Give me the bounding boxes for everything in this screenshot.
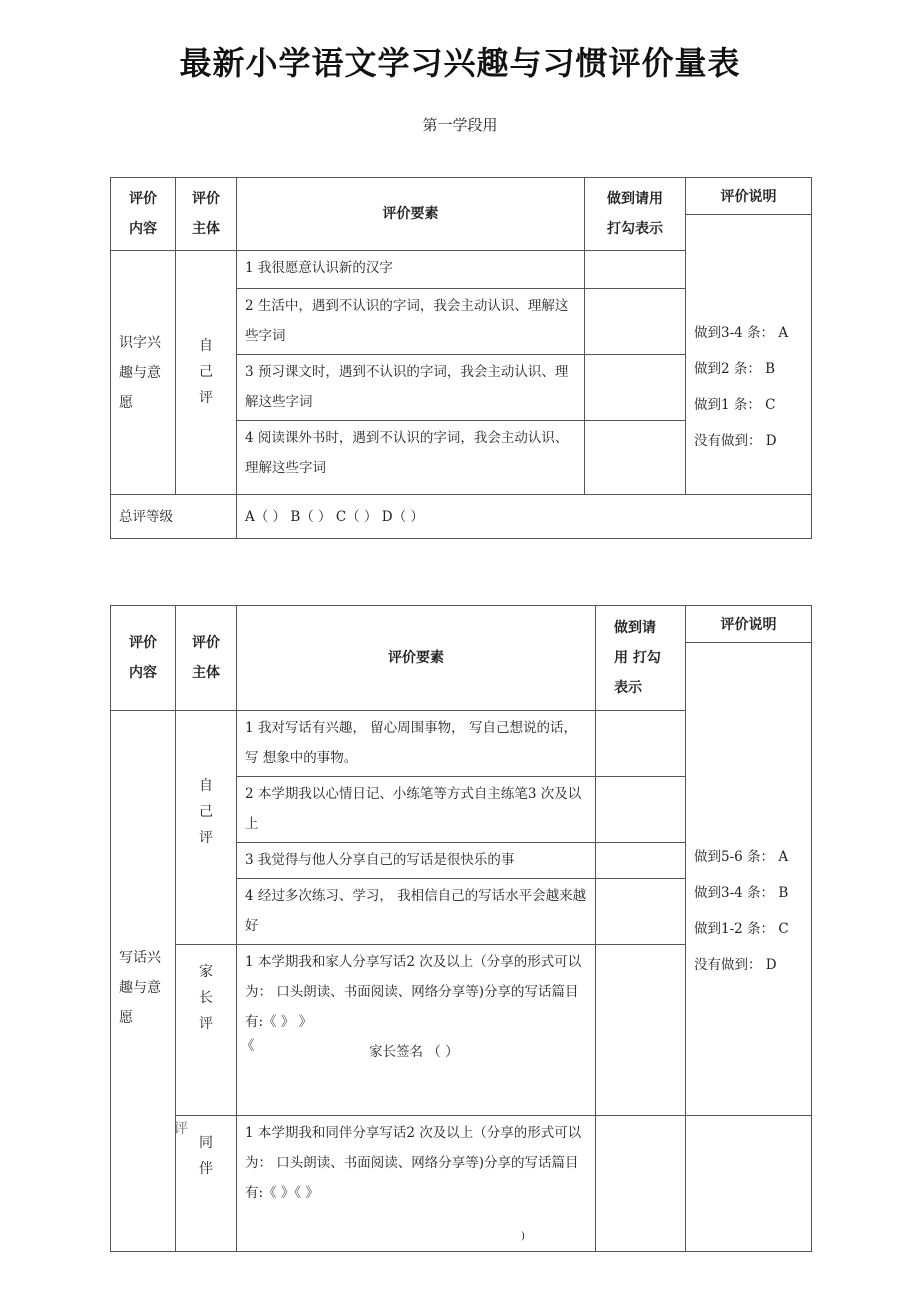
header-explain: 评价说明 [686, 606, 812, 643]
header-explain: 评价说明 [686, 178, 812, 215]
header-subject: 评价主体 [176, 178, 237, 251]
overall-grade-label: 总评等级 [111, 495, 237, 539]
check-cell-self-4[interactable] [596, 879, 686, 945]
check-cell-1[interactable] [585, 251, 686, 289]
subject-cell-self: 自己评 [176, 251, 237, 495]
page-subtitle: 第一学段用 [422, 116, 498, 134]
peer-item: 1 本学期我和同伴分享写话2 次及以上（分享的形式可以 为： 口头朗读、书面阅读、网络分享等)分享的写话篇目 有:《 》《 》 ) [237, 1116, 596, 1252]
self-item-2: 2 本学期我以心情日记、小练笔等方式自主练笔3 次及以 上 [237, 777, 596, 843]
item-3: 3 预习课文时，遇到不认识的字词，我会主动认识、理 解这些字词 [237, 355, 585, 421]
content-cell: 写话兴趣与意愿 [111, 711, 176, 1252]
check-cell-2[interactable] [585, 289, 686, 355]
standard-line: 没有做到： D [694, 957, 777, 973]
peer-titles: 有:《 》《 》 [245, 1185, 319, 1201]
standard-line: 做到5-6 条： A [694, 849, 789, 865]
overall-grade-options[interactable]: A（ ） B（ ） C（ ） D（ ） [237, 495, 812, 539]
self-item-1: 1 我对写话有兴趣， 留心周围事物， 写自己想说的话， 写 想象中的事物。 [237, 711, 596, 777]
standard-line: 做到3-4 条： B [694, 885, 789, 901]
standard-line: 做到1 条： C [694, 397, 776, 413]
check-cell-parent[interactable] [596, 945, 686, 1116]
header-elements: 评价要素 [237, 178, 585, 251]
item-2: 2 生活中，遇到不认识的字词，我会主动认识、理解这 些字词 [237, 289, 585, 355]
peer-close: ) [521, 1231, 525, 1242]
item-1: 1 我很愿意认识新的汉字 [237, 251, 585, 289]
self-item-3: 3 我觉得与他人分享自己的写话是很快乐的事 [237, 843, 596, 879]
standards-cell [686, 643, 812, 1116]
check-cell-self-2[interactable] [596, 777, 686, 843]
standard-line: 做到2 条： B [694, 361, 776, 377]
check-cell-self-1[interactable] [596, 711, 686, 777]
check-cell-4[interactable] [585, 421, 686, 495]
header-check: 做到请用 打勾表示 [596, 606, 686, 711]
parent-bracket: 《 [241, 1038, 255, 1054]
header-check: 做到请用打勾表示 [585, 178, 686, 251]
parent-titles: 有:《 》 》 [245, 1014, 313, 1030]
parent-item: 1 本学期我和家人分享写话2 次及以上（分享的形式可以 为： 口头朗读、书面阅读、网络分享等)分享的写话篇目 有:《 》 》 《 家长签名 （ ） [237, 945, 596, 1116]
evaluation-table-writing [110, 605, 812, 1252]
self-item-4: 4 经过多次练习、学习， 我相信自己的写话水平会越来越 好 [237, 879, 596, 945]
item-4: 4 阅读课外书时，遇到不认识的字词，我会主动认识、 理解这些字词 [237, 421, 585, 495]
check-cell-self-3[interactable] [596, 843, 686, 879]
check-cell-3[interactable] [585, 355, 686, 421]
content-cell: 识字兴趣与意愿 [111, 251, 176, 495]
peer-mark: 评 [174, 1121, 188, 1137]
header-subject: 评价主体 [176, 606, 237, 711]
page-title: 最新小学语文学习兴趣与习惯评价量表 [179, 44, 741, 82]
subject-cell-peer: 同伴 评 [176, 1116, 237, 1252]
standard-line: 做到1-2 条： C [694, 921, 789, 937]
parent-signature[interactable]: 家长签名 （ ） [369, 1044, 459, 1060]
header-content: 评价内容 [111, 606, 176, 711]
header-elements: 评价要素 [237, 606, 596, 711]
check-cell-peer[interactable] [596, 1116, 686, 1252]
subject-cell-parent: 家长评 [176, 945, 237, 1116]
evaluation-table-literacy [110, 177, 812, 539]
standard-line: 做到3-4 条： A [694, 325, 789, 341]
standards-cell [686, 215, 812, 495]
header-content: 评价内容 [111, 178, 176, 251]
explain-cell-peer [686, 1116, 812, 1252]
standard-line: 没有做到： D [694, 433, 777, 449]
subject-cell-self: 自己评 [176, 711, 237, 945]
